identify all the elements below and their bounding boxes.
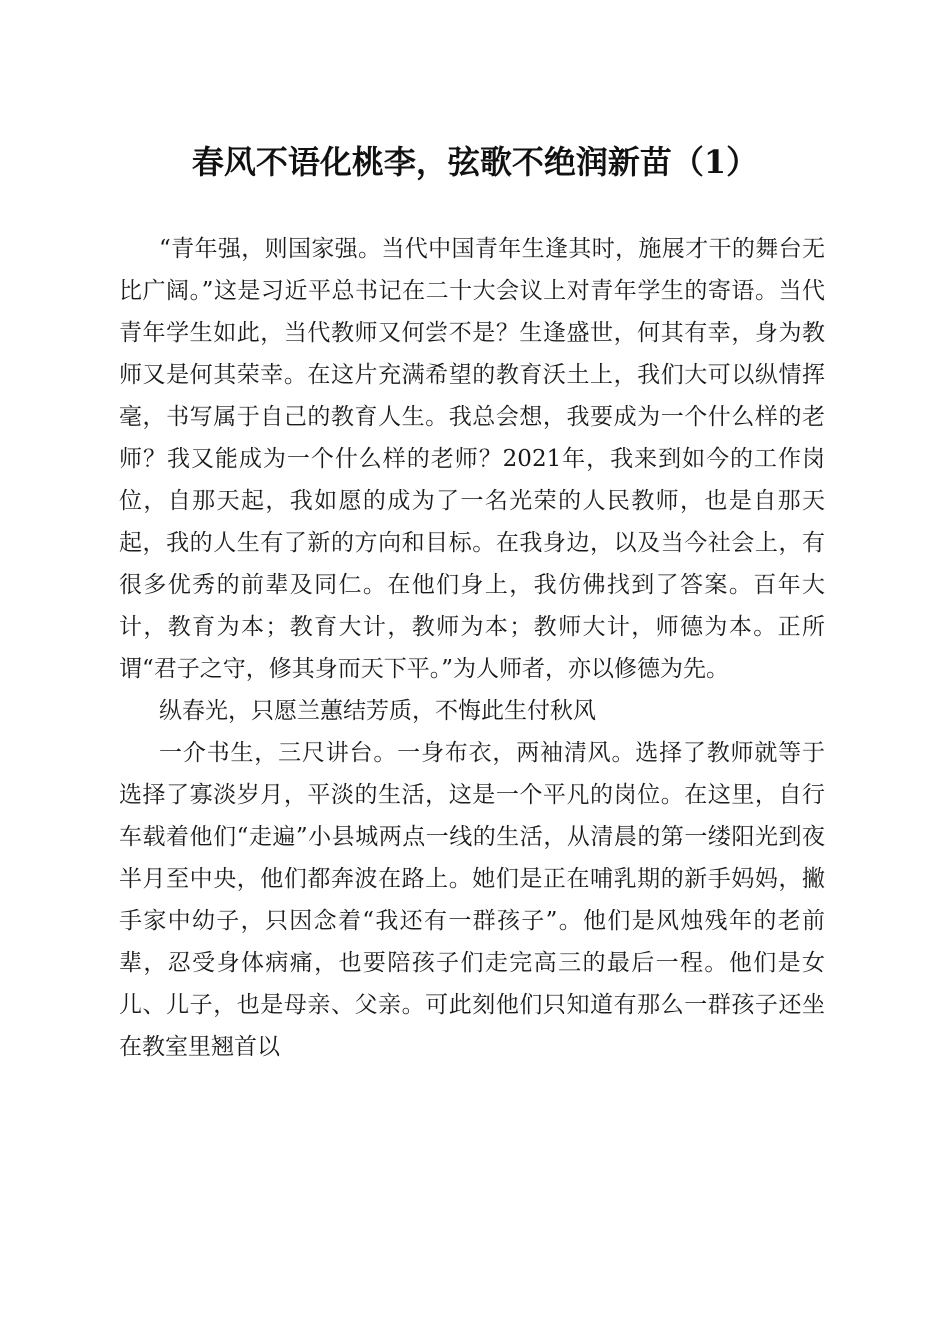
section-heading: 纵春光，只愿兰蕙结芳质，不悔此生付秋风 [159, 698, 596, 724]
document-title: 春风不语化桃李，弦歌不绝润新苗（1） [191, 143, 759, 181]
document-body [119, 228, 825, 1068]
paragraph-body: 一介书生，三尺讲台。一身布衣，两袖清风。选择了教师就等于选择了寡淡岁月，平淡的生活，这是一个平凡的岗位。在这里，自行车载着他们“走遍”小县城两点一线的生活，从清晨的第一缕阳光到夜半月至中央，他们都奔波在路上。她们是正在哺乳期的新手妈妈，撇手家中幼子，只因念着“我还有一群孩子”。他们是风烛残年的老前辈，忍受身体病痛，也要陪孩子们走完高三的最后一程。他们是女儿、儿子，也是母亲、父亲。可此刻他们只知道有那么一群孩子还坐在教室里翘首以 [119, 740, 825, 1060]
paragraph-intro: “青年强，则国家强。当代中国青年生逢其时，施展才干的舞台无比广阔。”这是习近平总书记在二十大会议上对青年学生的寄语。当代青年学生如此，当代教师又何尝不是？生逢盛世，何其有幸，身为教师又是何其荣幸。在这片充满希望的教育沃土上，我们大可以纵情挥毫，书写属于自己的教育人生。我总会想，我要成为一个什么样的老师？我又能成为一个什么样的老师？2021年，我来到如今的工作岗位，自那天起，我如愿的成为了一名光荣的人民教师，也是自那天起，我的人生有了新的方向和目标。在我身边，以及当今社会上，有很多优秀的前辈及同仁。在他们身上，我仿佛找到了答案。百年大计，教育为本；教育大计，教师为本；教师大计，师德为本。正所谓“君子之守，修其身而天下平。”为人师者，亦以修德为先。 [119, 236, 825, 682]
